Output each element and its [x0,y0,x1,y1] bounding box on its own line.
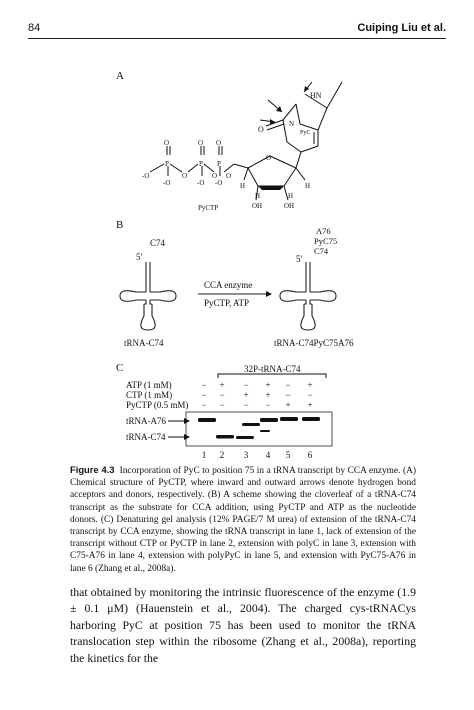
right-c74: C74 [314,246,329,256]
h-label-1: H [240,182,246,190]
gel-sign: − [219,390,225,400]
phosphate-o-2: O [198,139,204,147]
panel-label-b: B [116,219,124,231]
gel-sign: − [243,400,249,410]
phosphate-o-1: O [164,139,170,147]
lane-number: 5 [285,450,291,460]
gel-sign: − [307,390,313,400]
gel-sign: + [265,380,271,390]
gel-sign: − [265,400,271,410]
band-lane3-c74 [236,436,254,439]
gel-sign: − [285,380,291,390]
band-lane4-a76 [260,418,278,422]
gel-sign: + [243,390,249,400]
arrow-top-label: CCA enzyme [204,280,253,290]
gel-sign: − [243,380,249,390]
bridge-o-3: O [226,172,232,180]
sign-grid [201,380,312,410]
row-label-ctp: CTP (1 mM) [126,390,173,400]
bridge-o-2: O [212,172,218,180]
band-label-a76: tRNA-A76 [126,416,166,426]
body-paragraph: that obtained by monitoring the intrinsic fluorescence of the enzyme (1.9 ± 0.1 μM) (Hauenstein et al., 2004). The charged cys-tRNACys harboring PyC at position 75 has been used to monitor the tRNA translocation step within the ribosome (Zhang et al., 2008a), reporting the kinetics for the [70,585,416,665]
h-label-3: H [255,192,261,200]
running-authors: Cuiping Liu et al. [357,22,446,34]
right-pyc75: PyC75 [314,236,338,246]
oh-label-2: OH [284,202,295,210]
carbonyl-o: O [258,125,264,134]
band-lane4-minor [260,430,270,432]
phosphate-p-1: P [165,160,169,168]
gel-sign: − [285,390,291,400]
lane-number: 1 [201,450,207,460]
arrow-bottom-label: PyCTP, ATP [204,298,250,308]
bottom-o-1: -O [163,179,171,187]
body-text [70,584,416,666]
caption-text: Incorporation of PyC to position 75 in a tRNA transcript by CCA enzyme. (A) Chemical structure of PyCTP, where inward and outward arrows denote hydrogen bond acceptors and donors, respectively. (B) A scheme showing the cloverleaf of a tRNA-C74 transcript as the substrate for CCA addition, using PyCTP and ATP as the nucleotide donors. (C) Denaturing gel analysis (12% PAGE/7 M urea) of extension of the tRNA-C74 transcript by CCA enzyme, showing the tRNA transcript in lane 1, lack of extension of the transcript without CTP or PyCTP in lane 2, extension with polyC in lane 3, extension with C75-A76 in lane 4, extension with polyPyC in lane 5, and extension with PyC75-A76 in lane 6 (Zhang et al., 2008a). [70,466,417,574]
lane-number: 2 [219,450,225,460]
lane-number: 3 [243,450,249,460]
right-a76: A76 [316,226,331,236]
lane-number: 4 [265,450,271,460]
band-lane1-a76 [198,418,216,422]
phosphate-p-2: P [199,160,203,168]
bottom-o-2: -O [197,179,205,187]
gel-sign: − [201,380,207,390]
gel-sign: + [285,400,291,410]
oh-label-1: OH [252,202,263,210]
bridge-o-1: O [182,172,188,180]
row-label-pyctp: PyCTP (0.5 mM) [126,400,189,410]
panel-label-a: A [116,70,124,82]
gel-sign: + [219,380,225,390]
gel-title: 32P-tRNA-C74 [244,364,301,374]
band-lane6-a76 [302,417,320,421]
row-label-atp: ATP (1 mM) [126,380,172,390]
left-trna-name: tRNA-C74 [124,338,164,348]
h-label-4: H [288,192,294,200]
h-label-2: H [305,182,311,190]
gel-sign: − [219,400,225,410]
panel-label-c: C [116,362,124,374]
band-lane5-a76 [280,417,298,421]
gel-sign: − [201,400,207,410]
figure-label: Figure 4.3 [70,464,115,475]
ribose-o: O [266,154,272,162]
bottom-o-3: -O [215,179,223,187]
phosphate-o-minus: -O [142,172,150,180]
gel-sign: − [201,390,207,400]
band-lane3-upper [242,423,260,426]
base-label: PyC [300,130,311,136]
lane-number: 6 [307,450,313,460]
right-trna-name: tRNA-C74PyC75A76 [274,338,354,348]
lane-numbers [202,450,313,460]
phosphate-o-3: O [216,139,222,147]
phosphate-p-3: P [217,160,221,168]
n-label: N [289,120,295,128]
nh-label: HN [310,91,322,100]
left-five-prime: 5' [136,252,143,262]
band-label-c74: tRNA-C74 [126,432,166,442]
left-c74: C74 [150,238,166,248]
band-lane2-c74 [216,435,234,439]
page-number: 84 [28,22,41,34]
gel-sign: + [307,400,313,410]
compound-name: PyCTP [198,204,219,212]
figure-caption [70,464,416,575]
gel-sign: + [265,390,271,400]
gel-sign: + [307,380,313,390]
right-five-prime: 5' [296,254,303,264]
